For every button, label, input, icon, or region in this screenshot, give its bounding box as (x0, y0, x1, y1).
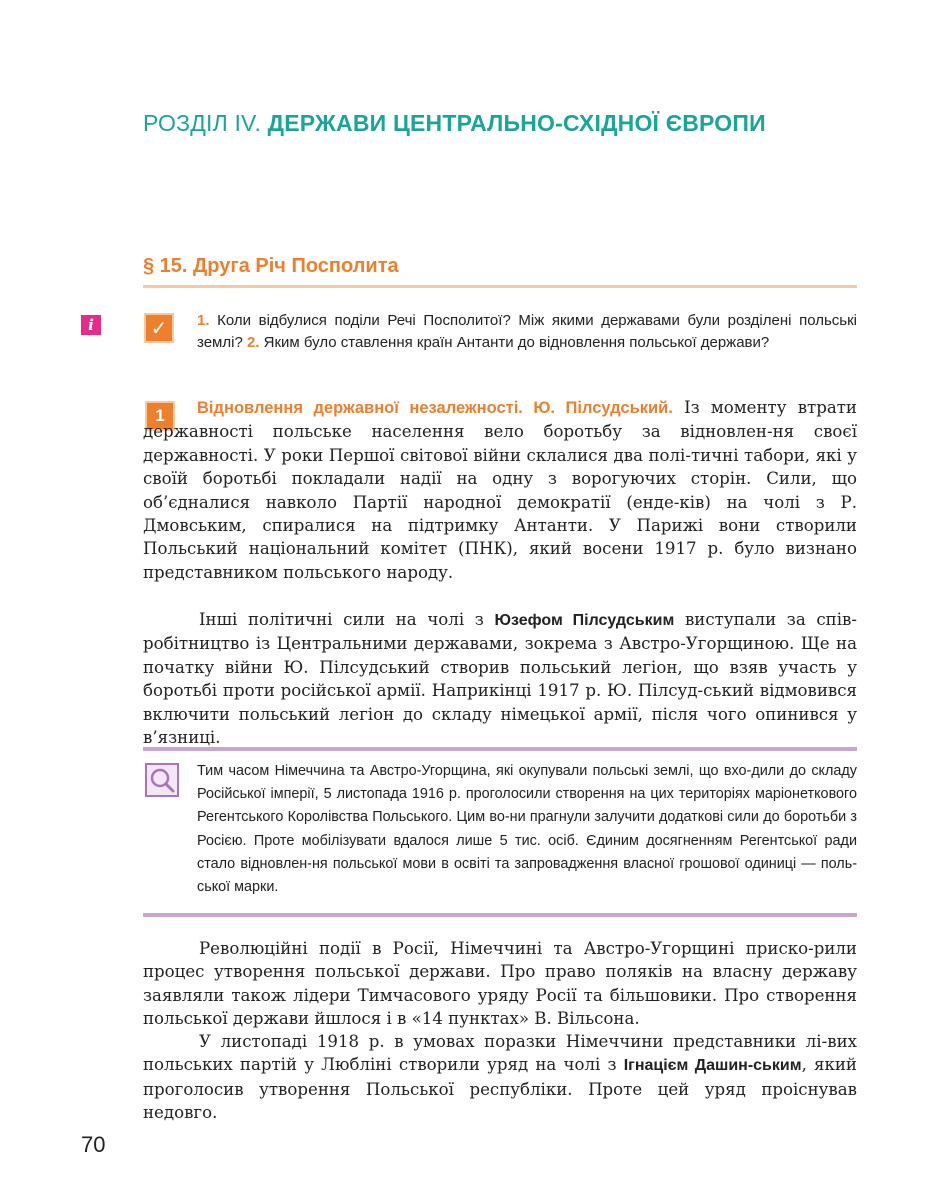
paragraph-4 (143, 1030, 857, 1125)
section-divider (143, 285, 857, 288)
paragraph-3-text: Революційні події в Росії, Німеччині та Австро-Угорщині приско-рили процес утворення польської держави. Про право поляків на власну державу заявляли також лідери Тимчасового уряду Росії та більшовики. Про створення польської держави йшлося і в «14 пунктах» В. Вільсона. (143, 939, 857, 1029)
question-1-number: 1. (197, 312, 210, 329)
topic-1-paragraph-1 (143, 396, 857, 584)
question-2-number: 2. (246, 334, 260, 351)
paragraph-2-start: Інші політичні сили на чолі з (199, 610, 495, 629)
question-2-text: Яким було ставлення країн Антанти до відновлення польської держави? (259, 334, 770, 351)
info-icon: i (81, 315, 101, 335)
insert-bottom-rule (143, 913, 857, 917)
topic-1-paragraph-2 (143, 608, 857, 749)
paragraph-3 (143, 937, 857, 1031)
section-title: § 15. Друга Річ Посполита (143, 255, 399, 277)
chapter-prefix: РОЗДІЛ IV. (143, 110, 268, 136)
paragraph-4-start: У листопаді 1918 р. в умовах поразки Німеччини представники лі-вих польських партій у Любліні створили уряд на чолі з (143, 1032, 857, 1075)
topic-1-heading: Відновлення державної незалежності. Ю. Пілсудський. (197, 399, 673, 417)
historical-insert: Тим часом Німеччина та Австро-Угорщина, які окупували польські землі, що вхо-дили до складу Російської імперії, 5 листопада 1916 р. проголосили створення на цих територіях маріонеткового Регентського Королівства Польського. Цим во-ни прагнули залучити додаткові сили до боротьби з Росією. Проте мобілізувати вдалося лише 5 тис. осіб. Єдиним досягненням Регентської ради стало відновлен-ня польської мови в освіті та запровадження власної грошової одиниці — поль-ської марки. (197, 763, 857, 896)
chapter-heading (143, 110, 766, 137)
question-1-text: Коли відбулися поділи Речі Посполитої? Між якими державами були розділені польські землі? (197, 312, 857, 351)
topic-number-badge: 1 (145, 401, 175, 431)
pilsudski-name: Юзефом Пілсудським (494, 612, 675, 629)
magnifier-icon (145, 763, 179, 797)
paragraph-2-end: виступали за спів-робітництво із Центральними державами, зокрема з Австро-Угорщиною. Ще на початку війни Ю. Пілсудський створив польський легіон, що взяв участь у боротьбі проти російської армії. Наприкінці 1917 р. Ю. Пілсуд-ський відмовився включити польський легіон до складу німецької армії, після чого опинився у в’язниці. (143, 610, 857, 748)
review-questions (197, 310, 857, 354)
insert-top-rule (143, 747, 857, 751)
daszynski-name: Ігнацієм Дашин-ським (623, 1057, 802, 1075)
paragraph-4-end: , який проголосив утворення Польської республіки. Проте цей уряд проіснував недовго. (143, 1055, 857, 1123)
checkmark-icon: ✓ (144, 313, 174, 343)
chapter-title: ДЕРЖАВИ ЦЕНТРАЛЬНО-СХІДНОЇ ЄВРОПИ (267, 110, 766, 136)
topic-1-text: Із моменту втрати державності польське населення вело боротьбу за відновлен-ня своєї державності. У роки Першої світової війни склалися два полі-тичні табори, які у своїй боротьбі покладали надії на одну з ворогуючих сторін. Сили, що об’єдналися навколо Партії народної демократії (енде-ків) на чолі з Р. Дмовським, спиралися на підтримку Антанти. У Парижі вони створили Польський національний комітет (ПНК), який восени 1917 р. було визнано представником польського народу. (143, 398, 857, 582)
page-number: 70 (81, 1132, 106, 1157)
